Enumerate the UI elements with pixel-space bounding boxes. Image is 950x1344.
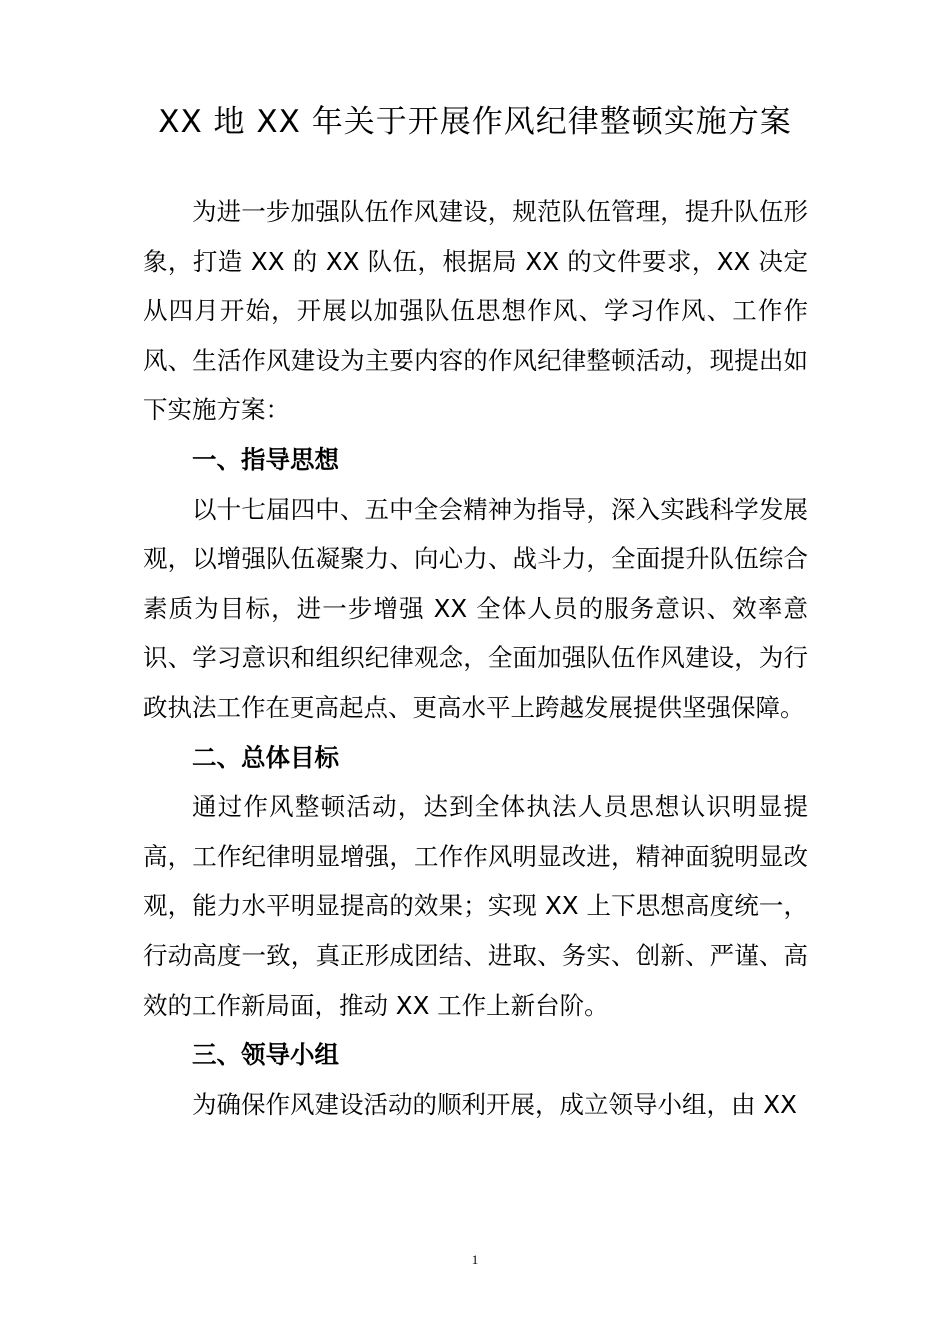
page-number: 1 [471, 1252, 479, 1267]
section-heading-guiding-ideology: 一、指导思想 [192, 444, 339, 474]
section-heading-overall-goal: 二、总体目标 [192, 742, 339, 772]
section-heading-leading-group: 三、领导小组 [192, 1040, 339, 1070]
section-text-leading-group: 为确保作风建设活动的顺利开展，成立领导小组，由 XX [192, 1089, 797, 1119]
intro-paragraph: 为进一步加强队伍作风建设，规范队伍管理，提升队伍形象，打造 XX 的 XX 队伍，根据局 XX 的文件要求，XX 决定从四月开始，开展以加强队伍思想作风、学习作风、工作作风、生活作风建设为主要内容的作风纪律整顿活动，现提出如下实施方案： [143, 197, 808, 425]
section-text-overall-goal: 通过作风整顿活动，达到全体执法人员思想认识明显提高，工作纪律明显增强，工作作风明显改进，精神面貌明显改观，能力水平明显提高的效果；实现 XX 上下思想高度统一，行动高度一致，真正形成团结、进取、务实、创新、严谨、高效的工作新局面，推动 XX 工作上新台阶。 [143, 792, 808, 1020]
document-title: XX 地 XX 年关于开展作风纪律整顿实施方案 [158, 104, 792, 140]
document-body [143, 187, 808, 1129]
section-text-guiding-ideology: 以十七届四中、五中全会精神为指导，深入实践科学发展观，以增强队伍凝聚力、向心力、战斗力，全面提升队伍综合素质为目标，进一步增强 XX 全体人员的服务意识、效率意识、学习意识和组织纪律观念，全面加强队伍作风建设，为行政执法工作在更高起点、更高水平上跨越发展提供坚强保障。 [143, 494, 808, 722]
